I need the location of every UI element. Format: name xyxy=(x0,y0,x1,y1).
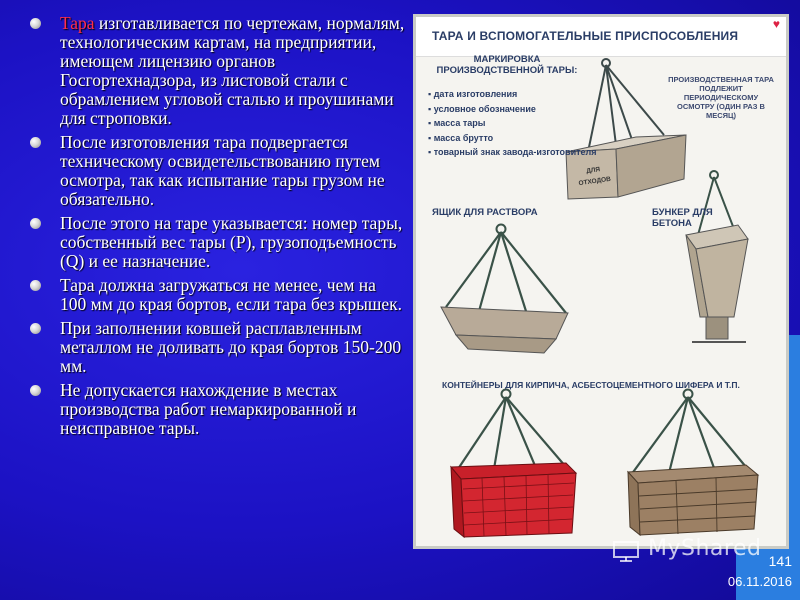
bullet-item xyxy=(30,276,405,314)
sphere-bullet-icon xyxy=(30,323,41,334)
bullet-text: При заполнении ковшей расплавленным металлом не доливать до края бортов 150-200 мм. xyxy=(60,318,402,376)
inspection-note: ПРОИЗВОДСТВЕННАЯ ТАРА ПОДЛЕЖИТ ПЕРИОДИЧЕСКОМУ ОСМОТРУ (ОДИН РАЗ В МЕСЯЦ) xyxy=(668,75,774,120)
bullet-item xyxy=(30,319,405,376)
marking-item: ▪ масса брутто xyxy=(428,131,597,146)
bullet-text: изготавливается по чертежам, нормалям, технологическим картам, на предприятии, имеющем лицензию органов Госгортехнадзора, из листовой стали с обрамлением угловой сталью и проушинами для строповки. xyxy=(60,13,405,128)
wooden-container-illustration xyxy=(628,390,758,536)
highlight-word: Тара xyxy=(60,13,95,33)
sphere-bullet-icon xyxy=(30,385,41,396)
safety-poster xyxy=(413,14,789,549)
bullet-text: Тара должна загружаться не менее, чем на 100 мм до края бортов, если тара без крышек. xyxy=(60,275,403,314)
bullet-item xyxy=(30,381,405,438)
mortar-box-illustration xyxy=(441,225,568,354)
sphere-bullet-icon xyxy=(30,137,41,148)
bullet-item xyxy=(30,133,405,209)
marking-item: ▪ товарный знак завода-изготовителя xyxy=(428,145,597,160)
containers-label: КОНТЕЙНЕРЫ ДЛЯ КИРПИЧА, АСБЕСТОЦЕМЕНТНОГО ШИФЕРА И Т.П. xyxy=(442,380,740,390)
bullet-text: После этого на таре указывается: номер тары, собственный вес тары (Р), грузоподъемность (Q) и ее назначение. xyxy=(60,213,403,271)
poster-corner-mark: ♥ xyxy=(772,17,780,31)
marking-item: ▪ условное обозначение xyxy=(428,102,597,117)
poster-title: ТАРА И ВСПОМОГАТЕЛЬНЫЕ ПРИСПОСОБЛЕНИЯ xyxy=(432,29,739,43)
slide-number: 141 xyxy=(768,553,792,569)
mortar-box-label: ЯЩИК ДЛЯ РАСТВОРА xyxy=(432,207,538,218)
marking-heading: МАРКИРОВКА ПРОИЗВОДСТВЕННОЙ ТАРЫ: xyxy=(436,54,578,76)
bullet-text: После изготовления тара подвергается техническому освидетельствованию путем осмотра, так как испытание тары грузом не обязательно. xyxy=(60,132,385,209)
sphere-bullet-icon xyxy=(30,18,41,29)
marking-item: ▪ дата изготовления xyxy=(428,87,597,102)
concrete-bunker-illustration xyxy=(686,171,748,342)
sphere-bullet-icon xyxy=(30,218,41,229)
marking-list xyxy=(428,87,597,160)
bullet-text: Не допускается нахождение в местах производства работ немаркированной и неисправное тары. xyxy=(60,380,357,438)
concrete-bunker-label: БУНКЕР ДЛЯ БЕТОНА xyxy=(652,207,713,229)
poster-title-bar xyxy=(416,17,786,57)
waste-box-label: ДЛЯ ОТХОДОВ xyxy=(578,166,612,188)
presentation-board-icon xyxy=(612,540,642,562)
watermark-text: MyShared xyxy=(648,536,762,561)
bullet-item xyxy=(30,14,405,128)
brick-container-illustration xyxy=(451,390,576,538)
bullet-item xyxy=(30,214,405,271)
slide-date: 06.11.2016 xyxy=(727,574,792,589)
sphere-bullet-icon xyxy=(30,280,41,291)
bullet-list xyxy=(30,14,405,443)
marking-item: ▪ масса тары xyxy=(428,116,597,131)
